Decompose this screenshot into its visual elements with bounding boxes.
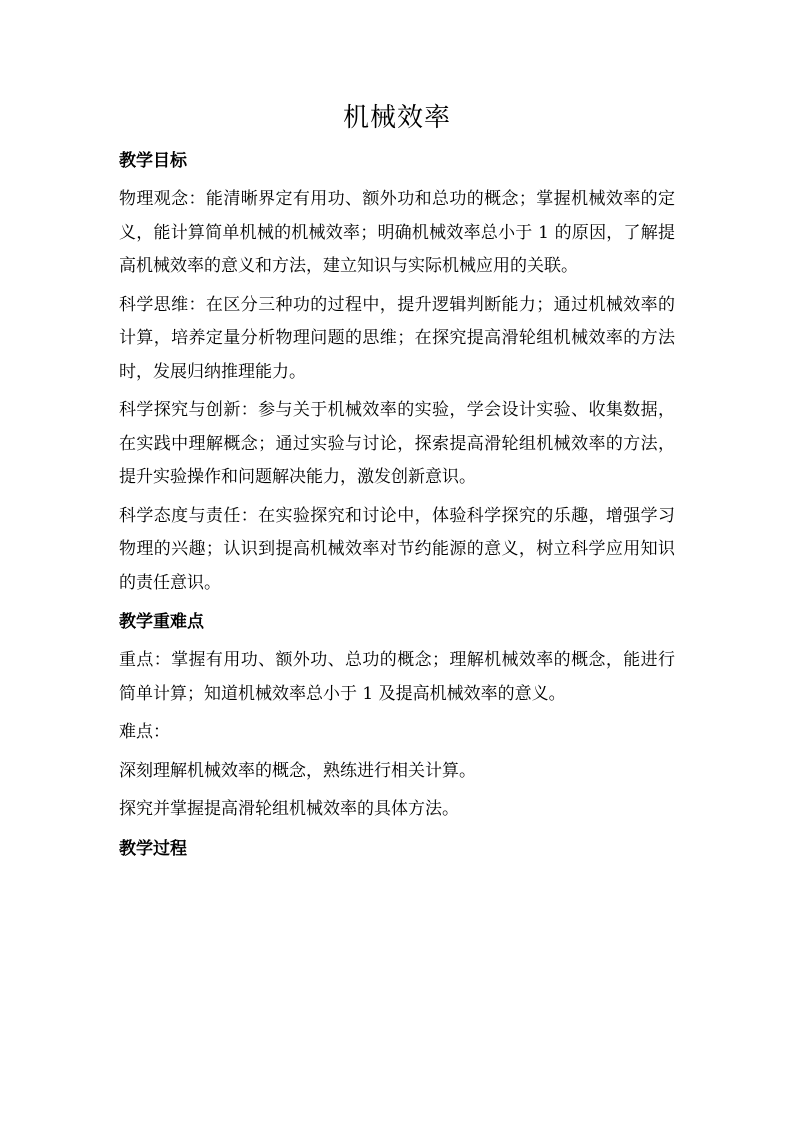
difficulty-item: 探究并掌握提高滑轮组机械效率的具体方法。: [119, 799, 459, 819]
difficulty-item: 深刻理解机械效率的概念，熟练进行相关计算。: [119, 760, 476, 781]
objective-paragraph-scientific-thinking: 科学思维：在区分三种功的过程中，提升逻辑判断能力；通过机械效率的计算，培养定量分析物理问题的思维；在探究提高滑轮组机械效率的方法时，发展归纳推理能力。: [119, 294, 675, 382]
objective-paragraph-physics-concept: 物理观念：能清晰界定有用功、额外功和总功的概念；掌握机械效率的定义，能计算简单机械的机械效率；明确机械效率总小于 1 的原因，了解提高机械效率的意义和方法，建立知识与实际机械应用的关联。: [119, 189, 675, 276]
objective-paragraph-attitude-responsibility: 科学态度与责任：在实验探究和讨论中，体验科学探究的乐趣，增强学习物理的兴趣；认识到提高机械效率对节约能源的意义，树立科学应用知识的责任意识。: [119, 505, 675, 593]
objective-paragraph-inquiry-innovation: 科学探究与创新：参与关于机械效率的实验，学会设计实验、收集数据，在实践中理解概念；通过实验与讨论，探索提高滑轮组机械效率的方法，提升实验操作和问题解决能力，激发创新意识。: [119, 400, 675, 487]
section-heading-key-points: 教学重难点: [119, 612, 204, 632]
document-content: [119, 100, 675, 866]
section-heading-objectives: 教学目标: [119, 151, 187, 171]
section-heading-process: 教学过程: [119, 838, 187, 859]
difficulty-label: 难点：: [119, 722, 170, 742]
key-point-focus: 重点：掌握有用功、额外功、总功的概念；理解机械效率的概念，能进行简单计算；知道机械效率总小于 1 及提高机械效率的意义。: [119, 650, 675, 704]
document-title: 机械效率: [342, 103, 451, 133]
